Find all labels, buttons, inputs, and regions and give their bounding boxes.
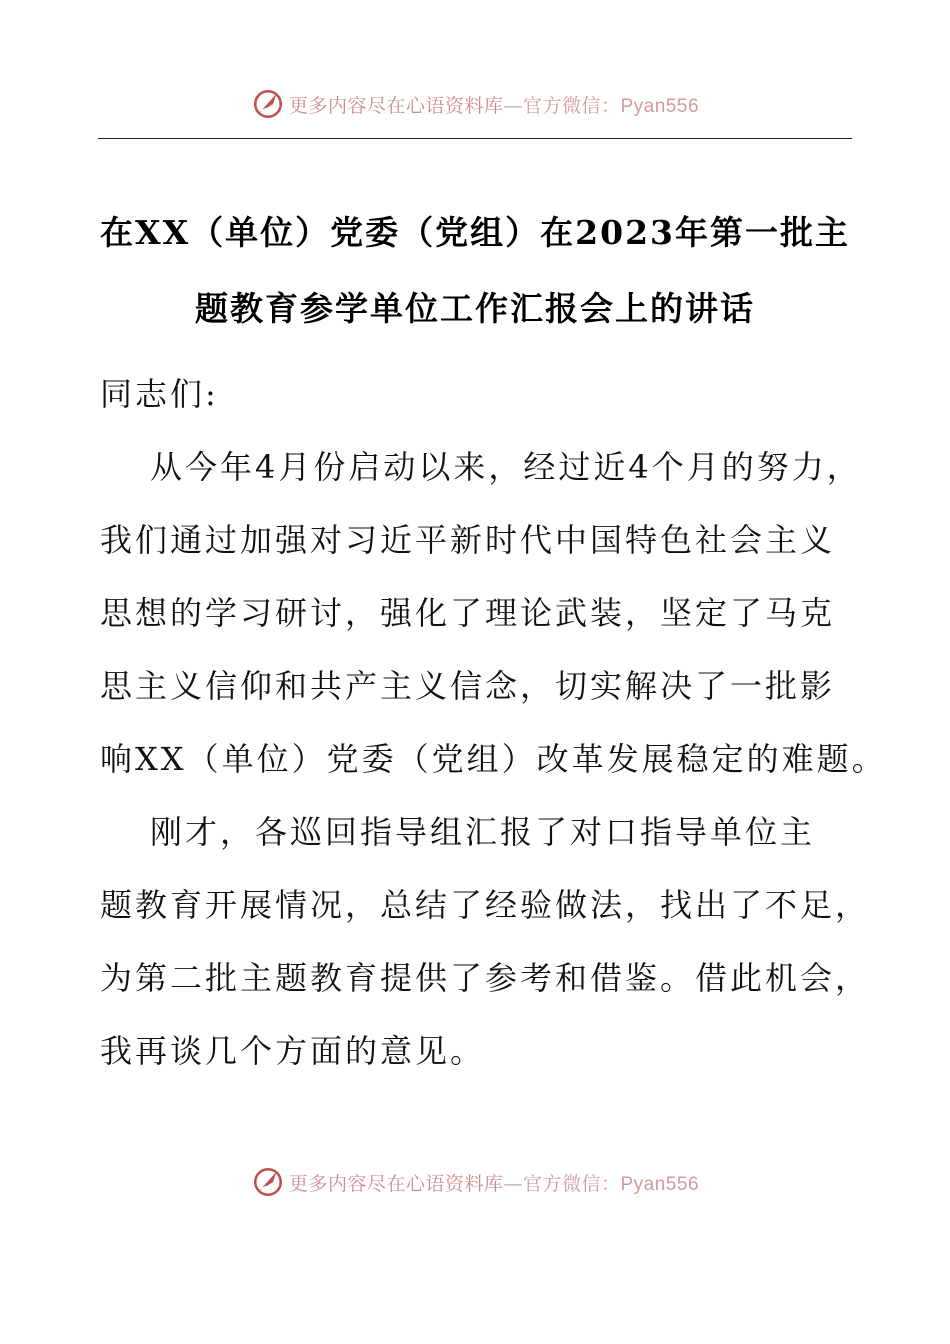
paragraph-line: 我们通过加强对习近平新时代中国特色社会主义	[100, 521, 836, 559]
header-watermark	[0, 82, 950, 126]
watermark-separator: —	[503, 94, 523, 117]
paragraph-line: 刚才，各巡回指导组汇报了对口指导单位主	[150, 813, 816, 851]
quill-logo-icon	[251, 1165, 285, 1199]
watermark-contact: 官方微信：Pyan556	[523, 1173, 700, 1195]
paragraph-line: 思主义信仰和共产主义信念，切实解决了一批影	[100, 667, 836, 705]
watermark-brand: 更多内容尽在心语资料库	[288, 94, 504, 117]
paragraph-line: 响XX（单位）党委（党组）改革发展稳定的难题。	[100, 740, 887, 778]
document-title	[60, 195, 890, 347]
quill-logo-icon	[251, 87, 285, 121]
paragraph-line: 题教育开展情况，总结了经验做法，找出了不足，	[100, 886, 871, 924]
paragraph-line: 思想的学习研讨，强化了理论武装，坚定了马克	[100, 594, 836, 632]
title-line-2: 题教育参学单位工作汇报会上的讲话	[195, 289, 755, 328]
watermark-separator: —	[503, 1172, 523, 1195]
paragraph-line: 为第二批主题教育提供了参考和借鉴。借此机会，	[100, 959, 871, 997]
salutation: 同志们:	[100, 375, 219, 413]
title-line-1: 在XX（单位）党委（党组）在2023年第一批主	[99, 213, 851, 252]
document-body	[100, 358, 887, 1088]
paragraph-line: 从今年4月份启动以来，经过近4个月的努力，	[150, 448, 862, 486]
footer-watermark	[0, 1160, 950, 1204]
header-divider	[98, 138, 852, 139]
paragraph-line: 我再谈几个方面的意见。	[100, 1032, 486, 1070]
watermark-contact: 官方微信：Pyan556	[523, 95, 700, 117]
watermark-brand: 更多内容尽在心语资料库	[288, 1172, 504, 1195]
